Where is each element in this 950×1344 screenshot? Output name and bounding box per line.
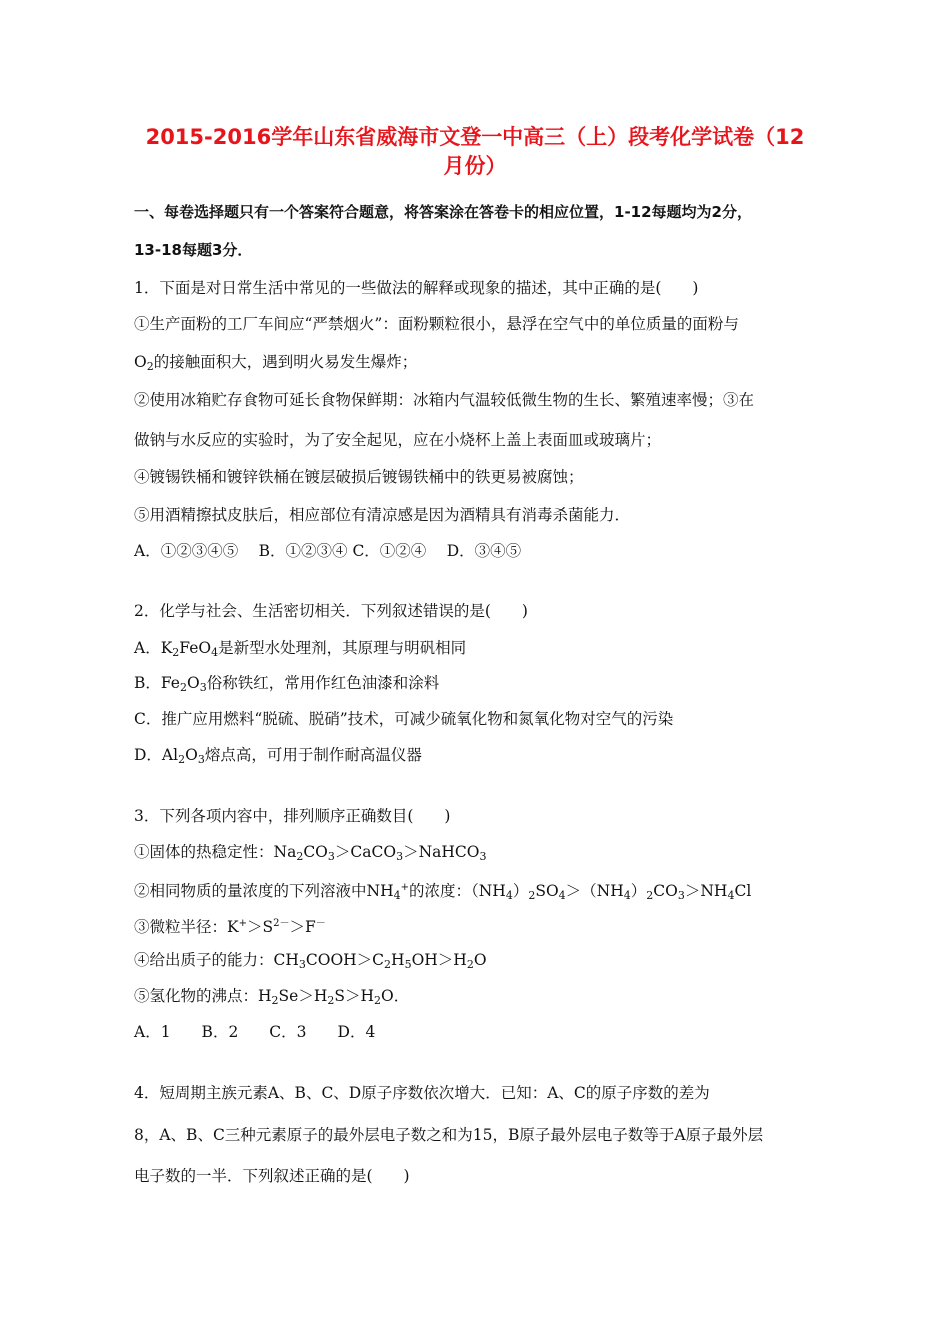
subscript: 3 xyxy=(197,753,205,766)
text: O xyxy=(134,353,147,371)
subscript: 2 xyxy=(172,646,180,659)
q3-item2 xyxy=(134,878,751,906)
text: COOH＞C xyxy=(305,951,385,969)
text: ＞F xyxy=(289,918,316,936)
superscript: 2－ xyxy=(273,918,290,929)
q1-item1-line1: ①生产面粉的工厂车间应“严禁烟火”：面粉颗粒很小，悬浮在空气中的单位质量的面粉与 xyxy=(134,315,739,333)
text: 的接触面积大，遇到明火易发生爆炸； xyxy=(153,353,418,371)
subscript: 4 xyxy=(623,889,631,902)
exam-title-line2: 月份） xyxy=(443,154,507,178)
q3-options: A．1 B．2 C．3 D．4 xyxy=(134,1023,376,1041)
subscript: 2 xyxy=(528,889,536,902)
text: A．K xyxy=(134,639,173,657)
text: ④给出质子的能力：CH xyxy=(134,951,299,969)
text: 是新型水处理剂，其原理与明矾相同 xyxy=(218,639,467,657)
subscript: 4 xyxy=(558,889,566,902)
subscript: 4 xyxy=(727,889,735,902)
text: S＞H xyxy=(334,987,374,1005)
text: ＞（NH xyxy=(565,882,624,900)
q4-stem-line2: 8，A、B、C三种元素原子的最外层电子数之和为15，B原子最外层电子数等于A原子最外层 xyxy=(134,1126,764,1144)
subscript: 2 xyxy=(384,958,392,971)
subscript: 2 xyxy=(646,889,654,902)
text: ＞NH xyxy=(684,882,728,900)
q2-option-d xyxy=(134,745,422,770)
subscript: 3 xyxy=(199,681,207,694)
q1-item2-line1: ②使用冰箱贮存食物可延长食物保鲜期：冰箱内气温较低微生物的生长、繁殖速率慢；③在 xyxy=(134,391,755,409)
subscript: 2 xyxy=(271,994,279,1007)
text: Se＞H xyxy=(278,987,328,1005)
subscript: 3 xyxy=(298,958,306,971)
subscript: 3 xyxy=(479,850,487,863)
q2-option-c: C．推广应用燃料“脱硫、脱硝”技术，可减少硫氧化物和氮氧化物对空气的污染 xyxy=(134,710,674,728)
text: SO xyxy=(535,882,559,900)
section-instruction-line2: 13-18每题3分． xyxy=(134,241,253,259)
q1-item2-line2: 做钠与水反应的实验时，为了安全起见，应在小烧杯上盖上表面皿或玻璃片； xyxy=(134,431,662,449)
superscript: － xyxy=(315,918,326,929)
superscript: + xyxy=(400,882,409,893)
subscript: 2 xyxy=(466,958,474,971)
text: ＞S xyxy=(246,918,274,936)
q1-item4: ④镀锡铁桶和镀锌铁桶在镀层破损后镀锡铁桶中的铁更易被腐蚀； xyxy=(134,468,584,486)
q3-item5 xyxy=(134,986,409,1011)
text: OH＞H xyxy=(411,951,467,969)
q3-item3 xyxy=(134,914,326,937)
text: ③微粒半径：K xyxy=(134,918,239,936)
text: 熔点高，可用于制作耐高温仪器 xyxy=(204,746,422,764)
subscript: 3 xyxy=(677,889,685,902)
text: Cl xyxy=(734,882,752,900)
subscript: 4 xyxy=(211,646,219,659)
text: ＞CaCO xyxy=(334,843,397,861)
q2-stem: 2．化学与社会、生活密切相关．下列叙述错误的是( ) xyxy=(134,602,528,620)
text: ） xyxy=(512,882,529,900)
q2-option-a xyxy=(134,638,466,663)
exam-title-line1: 2015-2016学年山东省威海市文登一中高三（上）段考化学试卷（12 xyxy=(145,125,805,149)
text: ①固体的热稳定性：Na xyxy=(134,843,297,861)
q2-option-b xyxy=(134,673,439,698)
section-instruction-line1: 一、每卷选择题只有一个答案符合题意，将答案涂在答卷卡的相应位置，1-12每题均为2分， xyxy=(134,203,752,221)
text: ＞NaHCO xyxy=(403,843,480,861)
subscript: 2 xyxy=(179,681,187,694)
text: H xyxy=(391,951,405,969)
subscript: 2 xyxy=(146,360,154,373)
q1-item1-line2 xyxy=(134,352,417,377)
text: ②相同物质的量浓度的下列溶液中NH xyxy=(134,882,394,900)
q4-stem-line3: 电子数的一半．下列叙述正确的是( ) xyxy=(134,1167,410,1185)
subscript: 2 xyxy=(296,850,304,863)
q1-options: A．①②③④⑤ B．①②③④ C．①②④ D．③④⑤ xyxy=(134,542,522,560)
subscript: 2 xyxy=(327,994,335,1007)
text: ⑤氢化物的沸点：H xyxy=(134,987,272,1005)
q1-stem: 1．下面是对日常生活中常见的一些做法的解释或现象的描述，其中正确的是( ) xyxy=(134,279,699,297)
text: D．Al xyxy=(134,746,179,764)
subscript: 5 xyxy=(404,958,412,971)
subscript: 2 xyxy=(178,753,186,766)
subscript: 2 xyxy=(373,994,381,1007)
text: CO xyxy=(653,882,678,900)
q3-stem: 3．下列各项内容中，排列顺序正确数目( ) xyxy=(134,807,451,825)
subscript: 4 xyxy=(505,889,513,902)
q3-item4 xyxy=(134,950,487,975)
subscript: 3 xyxy=(327,850,335,863)
text: B．Fe xyxy=(134,674,180,692)
text: 的浓度：（NH xyxy=(408,882,506,900)
text: CO xyxy=(303,843,328,861)
q1-item5: ⑤用酒精擦拭皮肤后，相应部位有清凉感是因为酒精具有消毒杀菌能力． xyxy=(134,506,631,524)
text: O xyxy=(473,951,487,969)
text: O xyxy=(185,746,198,764)
superscript: + xyxy=(238,918,247,929)
text: 俗称铁红，常用作红色油漆和涂料 xyxy=(206,674,440,692)
text: O． xyxy=(380,987,410,1005)
subscript: 4 xyxy=(393,889,401,902)
text: ） xyxy=(630,882,647,900)
text: FeO xyxy=(179,639,212,657)
q3-item1 xyxy=(134,842,486,867)
text: O xyxy=(186,674,200,692)
q4-stem-line1: 4．短周期主族元素A、B、C、D原子序数依次增大．已知：A、C的原子序数的差为 xyxy=(134,1084,710,1102)
subscript: 3 xyxy=(396,850,404,863)
